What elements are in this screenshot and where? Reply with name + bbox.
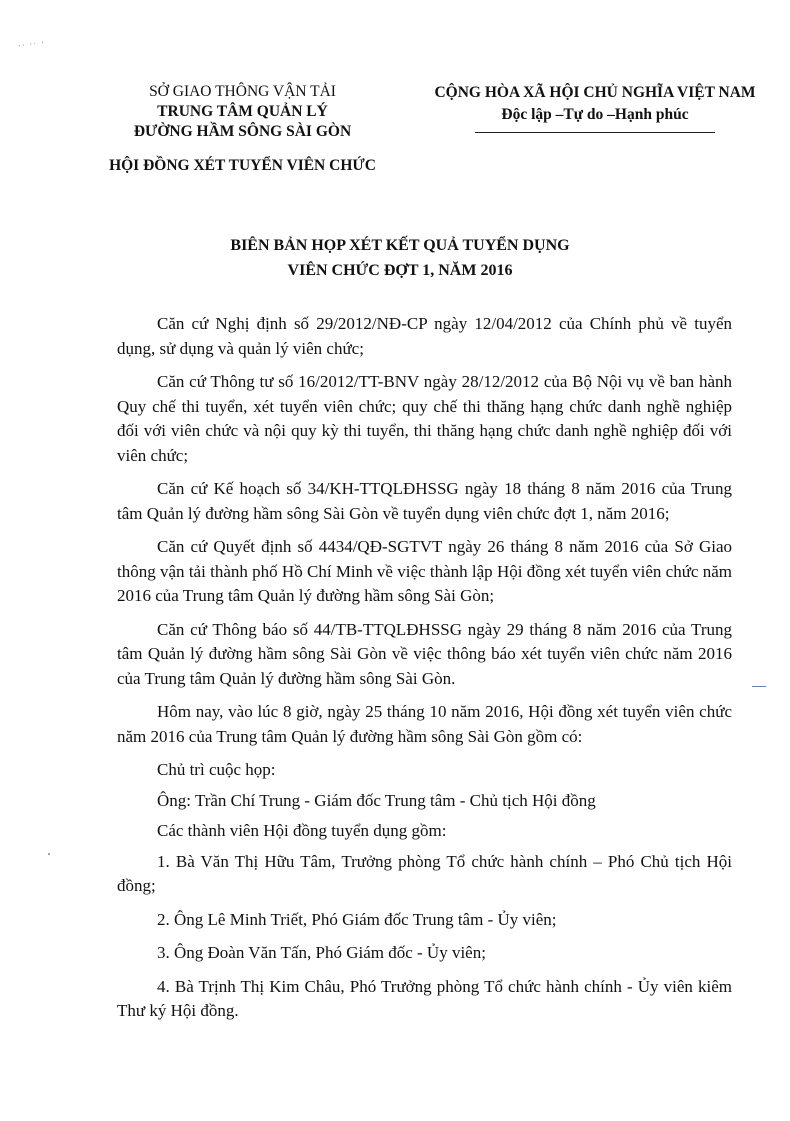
issuing-agency-block	[90, 82, 395, 176]
meeting-opening: Hôm nay, vào lúc 8 giờ, ngày 25 tháng 10 năm 2016, Hội đồng xét tuyển viên chức năm 2016 của Trung tâm Quản lý đường hầm sông Sài Gòn gồm có:	[117, 702, 732, 746]
members-heading: Các thành viên Hội đồng tuyển dụng gồm:	[157, 821, 447, 840]
member-item-3: 3. Ông Đoàn Văn Tấn, Phó Giám đốc - Ủy viên;	[157, 943, 486, 962]
pencil-mark: ·· ·‧ ·	[17, 38, 46, 52]
legal-basis-circular: Căn cứ Thông tư số 16/2012/TT-BNV ngày 28/12/2012 của Bộ Nội vụ về ban hành Quy chế thi tuyển, xét tuyển viên chức; quy chế thi thăng hạng chức danh nghề nghiệp đối với viên chức và nội quy kỳ thi tuyển, thi thăng hạng chức danh nghề nghiệp đối với viên chức;	[117, 372, 732, 465]
chair-heading: Chủ trì cuộc họp:	[157, 760, 276, 779]
member-item-1: 1. Bà Văn Thị Hữu Tâm, Trưởng phòng Tổ chức hành chính – Phó Chủ tịch Hội đồng;	[117, 851, 732, 895]
chair-person: Ông: Trần Chí Trung - Giám đốc Trung tâm - Chủ tịch Hội đồng	[157, 790, 596, 810]
title-line2: VIÊN CHỨC ĐỢT 1, NĂM 2016	[287, 262, 513, 279]
member-item-4: 4. Bà Trịnh Thị Kim Châu, Phó Trưởng phòng Tổ chức hành chính - Ủy viên kiêm Thư ký Hội đồng.	[117, 976, 732, 1020]
margin-dot	[48, 853, 50, 855]
legal-basis-plan: Căn cứ Kế hoạch số 34/KH-TTQLĐHSSG ngày 18 tháng 8 năm 2016 của Trung tâm Quản lý đường hầm sông Sài Gòn về tuyển dụng viên chức đợt 1, năm 2016;	[117, 479, 732, 523]
legal-basis-decision: Căn cứ Quyết định số 4434/QĐ-SGTVT ngày 26 tháng 8 năm 2016 của Sở Giao thông vận tải thành phố Hồ Chí Minh về việc thành lập Hội đồng xét tuyển viên chức năm 2016 của Trung tâm Quản lý đường hầm sông Sài Gòn;	[117, 537, 732, 605]
member-item-2: 2. Ông Lê Minh Triết, Phó Giám đốc Trung tâm - Ủy viên;	[157, 909, 557, 929]
title-line1: BIÊN BẢN HỌP XÉT KẾT QUẢ TUYỂN DỤNG	[230, 237, 570, 254]
center-name-line2: ĐƯỜNG HẦM SÔNG SÀI GÒN	[133, 123, 352, 140]
margin-mark	[752, 686, 766, 687]
national-motto-block	[410, 82, 780, 133]
nation-name: CỘNG HÒA XÃ HỘI CHỦ NGHĨA VIỆT NAM	[434, 84, 756, 101]
agency-name: SỞ GIAO THÔNG VẬN TẢI	[149, 83, 336, 100]
center-name-line1: TRUNG TÂM QUẢN LÝ	[157, 103, 328, 120]
document-title	[60, 233, 740, 283]
legal-basis-notice: Căn cứ Thông báo số 44/TB-TTQLĐHSSG ngày 29 tháng 8 năm 2016 của Trung tâm Quản lý đường hầm sông Sài Gòn về việc thông báo xét tuyển viên chức năm 2016 của Trung tâm Quản lý đường hầm sông Sài Gòn.	[117, 619, 732, 688]
legal-basis-decree: Căn cứ Nghị định số 29/2012/NĐ-CP ngày 12/04/2012 của Chính phủ về tuyển dụng, sử dụng và quản lý viên chức;	[117, 314, 732, 358]
national-motto: Độc lập –Tự do –Hạnh phúc	[501, 106, 689, 123]
council-name: HỘI ĐỒNG XÉT TUYỂN VIÊN CHỨC	[109, 157, 376, 174]
document-body	[117, 312, 732, 1033]
motto-underline	[475, 132, 715, 133]
